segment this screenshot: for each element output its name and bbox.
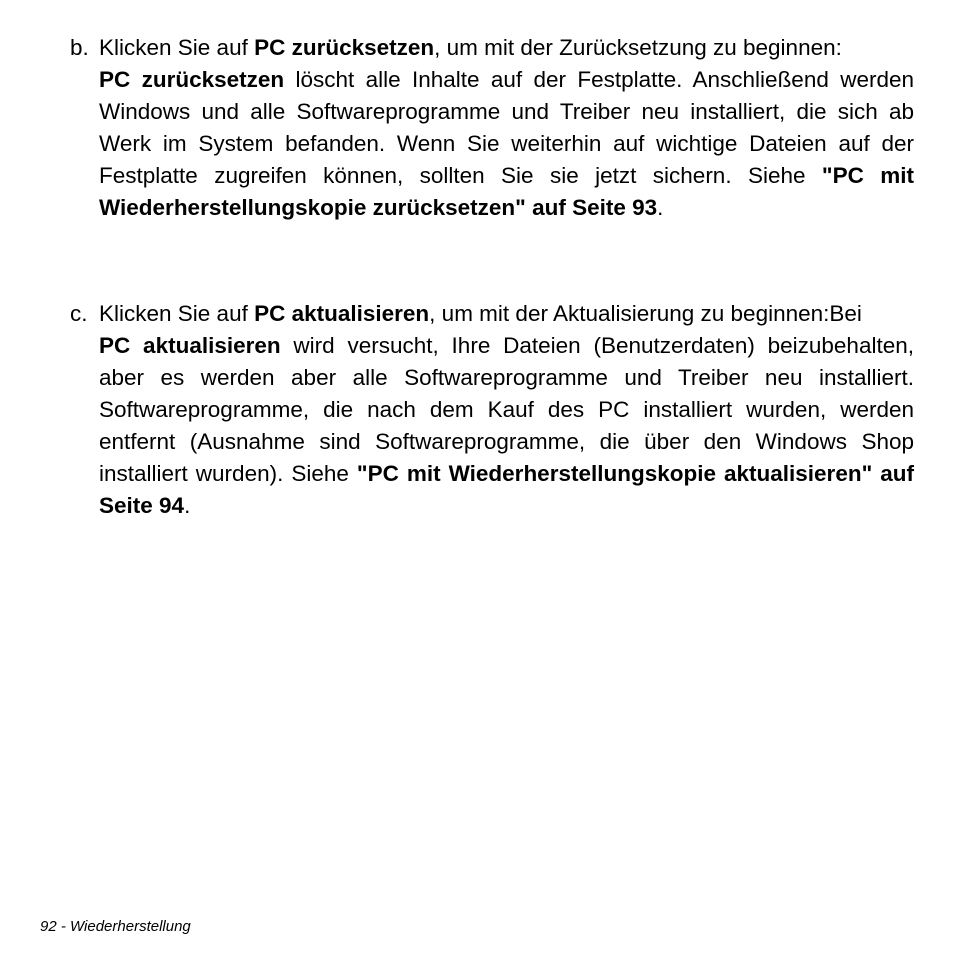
step-c-marker: c. xyxy=(70,301,88,326)
step-c-instruction-text-2: , um mit der Aktualisierung zu beginnen:Bei xyxy=(429,301,862,326)
step-c-description-text-2: . xyxy=(184,493,191,518)
step-c-cross-reference: "PC mit Wiederherstellungskopie aktualisieren" auf Seite 94 xyxy=(99,461,915,518)
step-c-instruction-text-1: Klicken Sie auf xyxy=(99,301,255,326)
step-c-description xyxy=(99,330,914,522)
step-b xyxy=(70,32,914,224)
step-b-instruction-text-1: Klicken Sie auf xyxy=(99,35,255,60)
step-c xyxy=(70,298,914,522)
page-footer: 92 - Wiederherstellung xyxy=(40,918,191,935)
step-b-description-text-1: löscht alle Inhalte auf der Festplatte. Anschließend werden Windows und alle Softwareprogramme und Treiber neu installiert, die sich ab Werk im System befanden. Wenn Sie weiterhin auf wichtige Dateien auf der Festplatte zugreifen können, sollten Sie sie jetzt sichern. Siehe xyxy=(99,67,914,188)
step-c-description-text-1: wird versucht, Ihre Dateien (Benutzerdaten) beizubehalten, aber es werden aber alle Softwareprogramme und Treiber neu installiert. Softwareprogramme, die nach dem Kauf des PC installiert wurden, werden entfernt (Ausnahme sind Softwareprogramme, die über den Windows Shop installiert wurden). Siehe xyxy=(99,333,914,486)
step-b-instruction-bold: PC zurücksetzen xyxy=(254,35,435,60)
step-c-content xyxy=(99,298,914,522)
step-b-description-text-2: . xyxy=(657,195,664,220)
step-c-instruction-bold: PC aktualisieren xyxy=(254,301,430,326)
step-c-description-bold-1: PC aktualisieren xyxy=(99,333,281,358)
step-c-instruction xyxy=(99,298,914,330)
step-b-description-bold-1: PC zurücksetzen xyxy=(99,67,285,92)
step-b-description xyxy=(99,64,914,224)
step-b-instruction xyxy=(99,32,914,64)
step-b-instruction-text-2: , um mit der Zurücksetzung zu beginnen: xyxy=(434,35,842,60)
step-b-marker: b. xyxy=(70,35,89,60)
step-b-cross-reference: "PC mit Wiederherstellungskopie zurücksetzen" auf Seite 93 xyxy=(99,163,914,220)
step-b-content xyxy=(99,32,914,224)
